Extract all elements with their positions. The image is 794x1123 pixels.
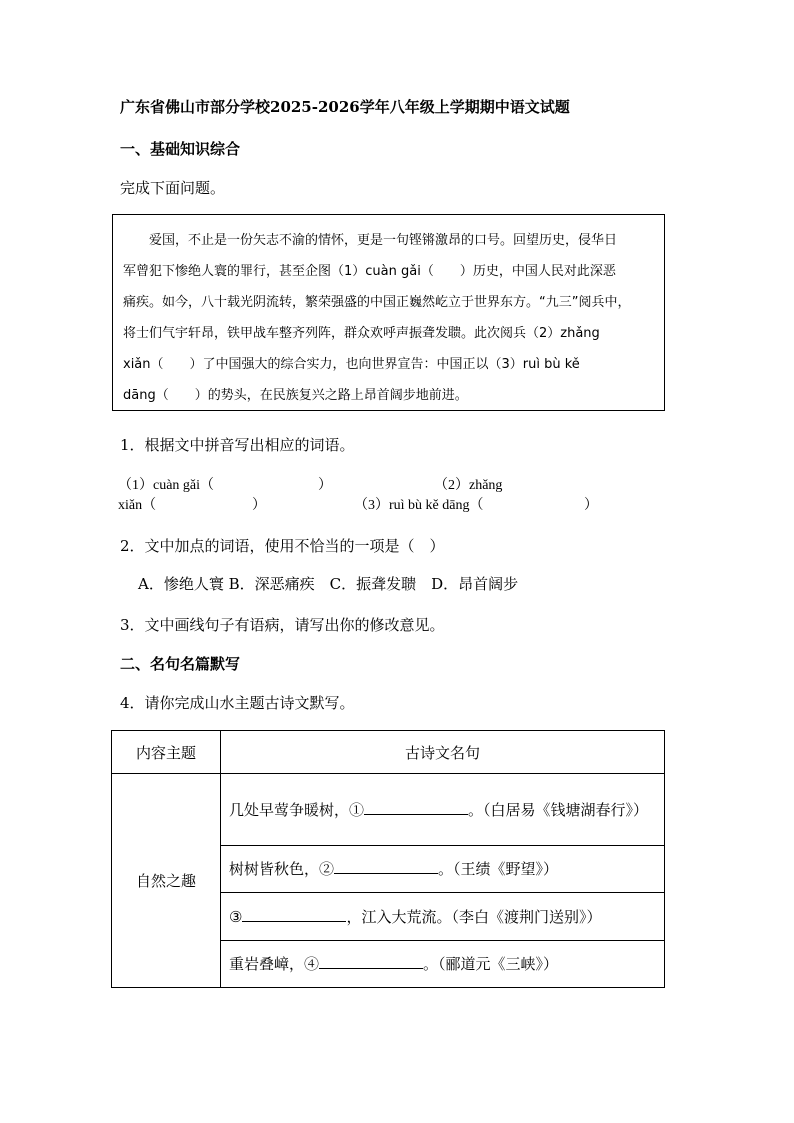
passage-line: 痛疾。如今，八十载光阴流转，繁荣强盛的中国正巍然屹立于世界东方。“九三”阅兵中， xyxy=(123,295,631,310)
q1-blank-2-prefix: （2）zhǎng xyxy=(434,478,503,493)
passage-line: 将士们气宇轩昂，铁甲战车整齐列阵，群众欢呼声振聋发聩。此次阅兵（2）zhǎng xyxy=(123,326,600,341)
passage-line: dāng（ ）的势头，在民族复兴之路上昂首阔步地前进。 xyxy=(123,388,468,403)
passage-line: 军曾犯下惨绝人寰的罪行，甚至企图（1）cuàn gǎi（ ）历史，中国人民对此深恶 xyxy=(123,264,616,279)
passage-line: 爱国，不止是一份矢志不渝的情怀，更是一句铿锵激昂的口号。回望历史，侵华日 xyxy=(149,233,618,248)
q1-blank-2-suffix: ） xyxy=(252,498,266,513)
answer-blank-1[interactable] xyxy=(364,800,468,815)
poem-line-prefix: 树树皆秋色，② xyxy=(229,860,335,878)
section-instruction: 完成下面问题。 xyxy=(120,179,226,197)
table-header-poem: 古诗文名句 xyxy=(221,731,665,774)
question-2-options: A．惨绝人寰 B．深恶痛疾 C．振聋发聩 D．昂首阔步 xyxy=(138,575,519,593)
question-1-stem: 1．根据文中拼音写出相应的词语。 xyxy=(120,436,355,454)
poem-table xyxy=(111,730,665,988)
section-heading-recitation: 二、名句名篇默写 xyxy=(120,655,241,673)
poem-line-prefix: 几处早莺争暖树，① xyxy=(229,800,365,819)
q1-blank-3-prefix: （3）ruì bù kě dāng（ xyxy=(354,498,484,513)
table-topic-cell: 自然之趣 xyxy=(112,774,221,988)
section-heading-basic-knowledge: 一、基础知识综合 xyxy=(120,140,241,158)
q1-blank-1-prefix: （1）cuàn gǎi（ xyxy=(118,478,215,493)
poem-line-prefix: ③ xyxy=(229,907,243,926)
table-row xyxy=(221,893,665,941)
answer-blank-3[interactable] xyxy=(242,907,346,922)
passage-line: xiǎn（ ）了中国强大的综合实力，也向世界宣告：中国正以（3）ruì bù kě xyxy=(123,357,580,372)
table-row xyxy=(221,941,665,988)
q1-blank-3-suffix: ） xyxy=(584,498,598,513)
answer-blank-4[interactable] xyxy=(319,954,423,969)
table-row xyxy=(221,846,665,893)
poem-line-suffix: 。（郦道元《三峡》） xyxy=(423,955,559,973)
poem-line-prefix: 重岩叠嶂，④ xyxy=(229,955,320,973)
q1-blank-2-prefix-cont: xiǎn（ xyxy=(118,498,157,513)
poem-line-suffix: ，江入大荒流。（李白《渡荆门送别》） xyxy=(346,907,602,926)
q1-blank-1-suffix: ） xyxy=(318,478,332,493)
reading-passage-box xyxy=(112,214,665,411)
answer-blank-2[interactable] xyxy=(334,859,438,874)
table-row xyxy=(221,774,665,846)
poem-line-suffix: 。（王绩《野望》） xyxy=(438,860,559,878)
question-3-stem: 3．文中画线句子有语病，请写出你的修改意见。 xyxy=(120,616,445,634)
question-4-stem: 4．请你完成山水主题古诗文默写。 xyxy=(120,694,355,712)
page-title: 广东省佛山市部分学校2025-2026学年八年级上学期期中语文试题 xyxy=(120,98,570,116)
poem-line-suffix: 。（白居易《钱塘湖春行》） xyxy=(468,800,649,819)
question-2-stem: 2．文中加点的词语，使用不恰当的一项是（ ） xyxy=(120,537,445,555)
table-header-topic: 内容主题 xyxy=(112,731,221,774)
